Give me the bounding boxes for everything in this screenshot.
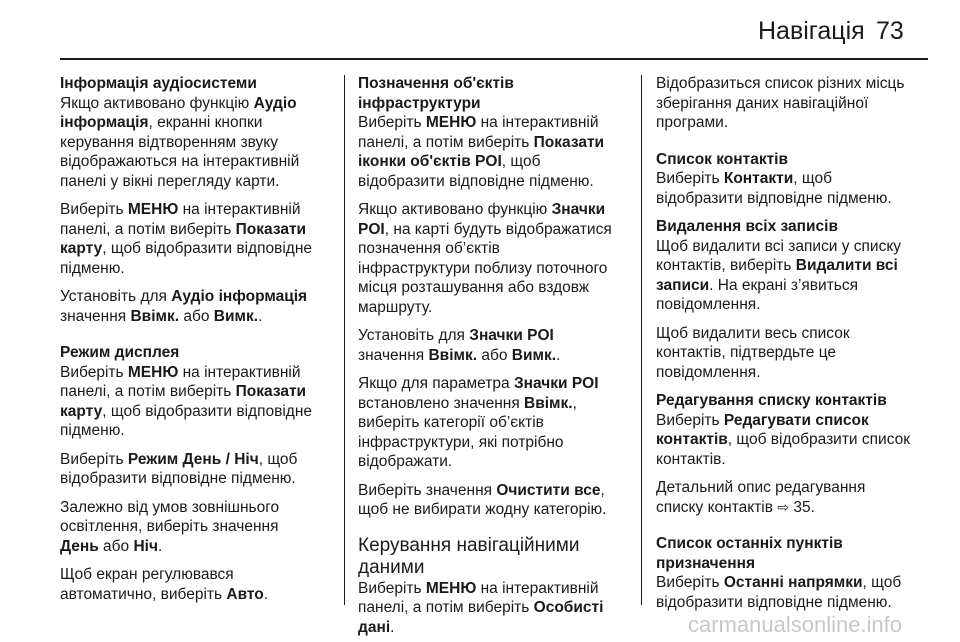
text-run: Виберіть значення	[358, 481, 497, 499]
text-run: , щоб відобразити відповідне підменю.	[60, 240, 312, 277]
paragraph	[358, 326, 636, 365]
text-run: .	[258, 307, 263, 325]
paragraph	[656, 237, 936, 315]
text-run: на інтерактивній панелі, а потім виберіть	[60, 201, 301, 238]
text-run: Виберіть	[60, 201, 128, 218]
emphasis-text: Останні напрямки	[723, 574, 863, 591]
paragraph	[358, 200, 636, 317]
column-divider	[344, 75, 345, 605]
text-run: 35.	[789, 498, 815, 516]
emphasis-text: Значки POI	[358, 201, 606, 238]
text-run: Щоб видалити всі записи у списку контактів, виберіть	[656, 237, 902, 274]
text-run: Виберіть	[358, 579, 426, 597]
text-run: Щоб екран регулювався автоматично, виберіть	[60, 566, 234, 603]
paragraph	[656, 169, 936, 208]
paragraph	[60, 200, 340, 278]
text-run: Детальний опис редагування списку контактів	[656, 479, 866, 516]
emphasis-text: Авто	[226, 585, 264, 603]
text-run: .	[263, 585, 269, 603]
text-run: Відобразиться список різних місць зберігання даних навігаційної програми.	[656, 75, 905, 131]
emphasis-text: Ввімк.	[428, 346, 478, 364]
section-heading: Видалення всіх записів	[656, 218, 838, 235]
text-run: Виберіть	[656, 411, 724, 429]
emphasis-text: Ввімк.	[130, 307, 180, 325]
text-run: .	[390, 618, 395, 636]
text-run: Щоб видалити весь список контактів, підтвердьте це повідомлення.	[656, 324, 850, 381]
emphasis-text: Показати іконки об'єктів POI	[358, 133, 605, 170]
text-run: , екранні кнопки керування відтворенням звуку відображаються на інтерактивній панелі у вікні перегляду карти.	[60, 114, 300, 190]
page-number: 73	[876, 17, 904, 45]
emphasis-text: Показати карту	[60, 383, 307, 420]
text-run: на інтерактивній панелі, а потім виберіть	[60, 363, 301, 400]
paragraph	[60, 363, 340, 441]
paragraph	[656, 324, 936, 383]
text-run: або	[98, 537, 134, 555]
section-heading: Інформація аудіосистеми	[60, 75, 257, 92]
text-run: Установіть для	[358, 327, 470, 344]
text-run: , щоб відобразити відповідне підменю.	[656, 170, 892, 207]
text-run: Якщо для параметра	[358, 375, 514, 392]
text-run: . На екрані з’явиться повідомлення.	[656, 276, 859, 313]
column-divider	[641, 75, 642, 605]
emphasis-text: Видалити всі записи	[656, 257, 898, 294]
column-1	[60, 74, 340, 604]
paragraph	[358, 481, 636, 520]
emphasis-text: Особисті дані	[358, 599, 604, 636]
emphasis-text: Показати карту	[60, 220, 307, 257]
section-heading: Список останніх пунктів призначення	[656, 535, 843, 572]
text-run: Виберіть	[60, 363, 128, 381]
text-run: .	[556, 346, 561, 364]
text-run: на інтерактивній панелі, а потім виберіть	[358, 579, 599, 616]
text-run: встановлено значення	[358, 394, 520, 412]
emphasis-text: День	[60, 537, 99, 555]
emphasis-text: Ввімк.	[524, 394, 573, 412]
section-heading: Позначення об'єктів інфраструктури	[358, 75, 514, 112]
text-run: значення	[358, 346, 425, 364]
emphasis-text: Значки POI	[469, 327, 554, 344]
text-run: , щоб відобразити відповідне підменю.	[656, 574, 902, 611]
section-heading: Керування навігаційними даними	[358, 534, 580, 578]
paragraph	[358, 374, 636, 472]
emphasis-text: Вимк.	[213, 307, 259, 325]
text-run: , щоб відобразити список контактів.	[656, 431, 911, 468]
emphasis-text: Очистити все	[496, 481, 601, 499]
text-run: , щоб відобразити відповідне підменю.	[60, 402, 312, 439]
text-run: , щоб відобразити відповідне підменю.	[358, 153, 594, 190]
page-header	[0, 0, 960, 60]
text-run: , щоб відобразити відповідне підменю.	[60, 450, 298, 487]
text-run: Виберіть	[60, 450, 128, 468]
paragraph	[60, 498, 340, 557]
emphasis-text: МЕНЮ	[127, 363, 179, 381]
text-run: або	[179, 307, 214, 325]
text-run: Виберіть	[358, 114, 426, 131]
page-title: Навігація	[758, 17, 865, 45]
text-run: Якщо активовано функцію	[358, 201, 552, 218]
emphasis-text: Значки POI	[513, 375, 599, 392]
emphasis-text: МЕНЮ	[127, 201, 179, 218]
emphasis-text: Аудіо інформація	[171, 288, 308, 305]
paragraph	[60, 565, 340, 604]
section-heading: Редагування списку контактів	[656, 392, 887, 409]
paragraph	[358, 113, 636, 191]
text-run: , щоб не вибирати жодну категорію.	[358, 481, 607, 518]
text-run: , на карті будуть відображатися позначення об’єктів інфраструктури поблизу поточного місця розташування або вздовж маршруту.	[358, 220, 612, 316]
emphasis-text: Ніч	[133, 537, 158, 555]
text-run: Якщо активовано функцію	[60, 94, 254, 112]
paragraph	[60, 287, 340, 326]
paragraph	[60, 450, 340, 489]
text-run: на інтерактивній панелі, а потім виберіть	[358, 114, 599, 151]
paragraph	[656, 411, 936, 470]
column-3	[656, 74, 936, 612]
paragraph	[60, 94, 340, 192]
emphasis-text: Режим День / Ніч	[127, 450, 259, 468]
emphasis-text: Контакти	[723, 170, 794, 187]
text-run: .	[157, 537, 163, 555]
page-reference-icon: ⇨	[777, 498, 790, 515]
text-run: Виберіть	[656, 170, 724, 187]
text-run: Установіть для	[60, 288, 172, 305]
paragraph	[656, 573, 936, 612]
emphasis-text: МЕНЮ	[425, 579, 477, 597]
text-run: , виберіть категорії об’єктів інфраструктури, які потрібно відображати.	[358, 394, 577, 470]
section-heading: Список контактів	[656, 150, 789, 168]
paragraph	[656, 74, 936, 133]
emphasis-text: Вимк.	[511, 346, 557, 364]
text-run: Виберіть	[656, 574, 724, 591]
section-heading: Режим дисплея	[60, 344, 180, 361]
paragraph	[358, 579, 636, 638]
column-2	[358, 74, 636, 637]
watermark: carmanualsonline.info	[688, 612, 903, 637]
text-run: або	[477, 346, 512, 364]
text-run: значення	[60, 307, 127, 325]
header-divider	[60, 58, 928, 60]
emphasis-text: Аудіо інформація	[60, 94, 297, 131]
emphasis-text: Редагувати список контактів	[656, 411, 869, 448]
emphasis-text: МЕНЮ	[425, 114, 477, 131]
paragraph	[656, 478, 936, 517]
text-run: Залежно від умов зовнішнього освітлення, виберіть значення	[60, 498, 280, 535]
